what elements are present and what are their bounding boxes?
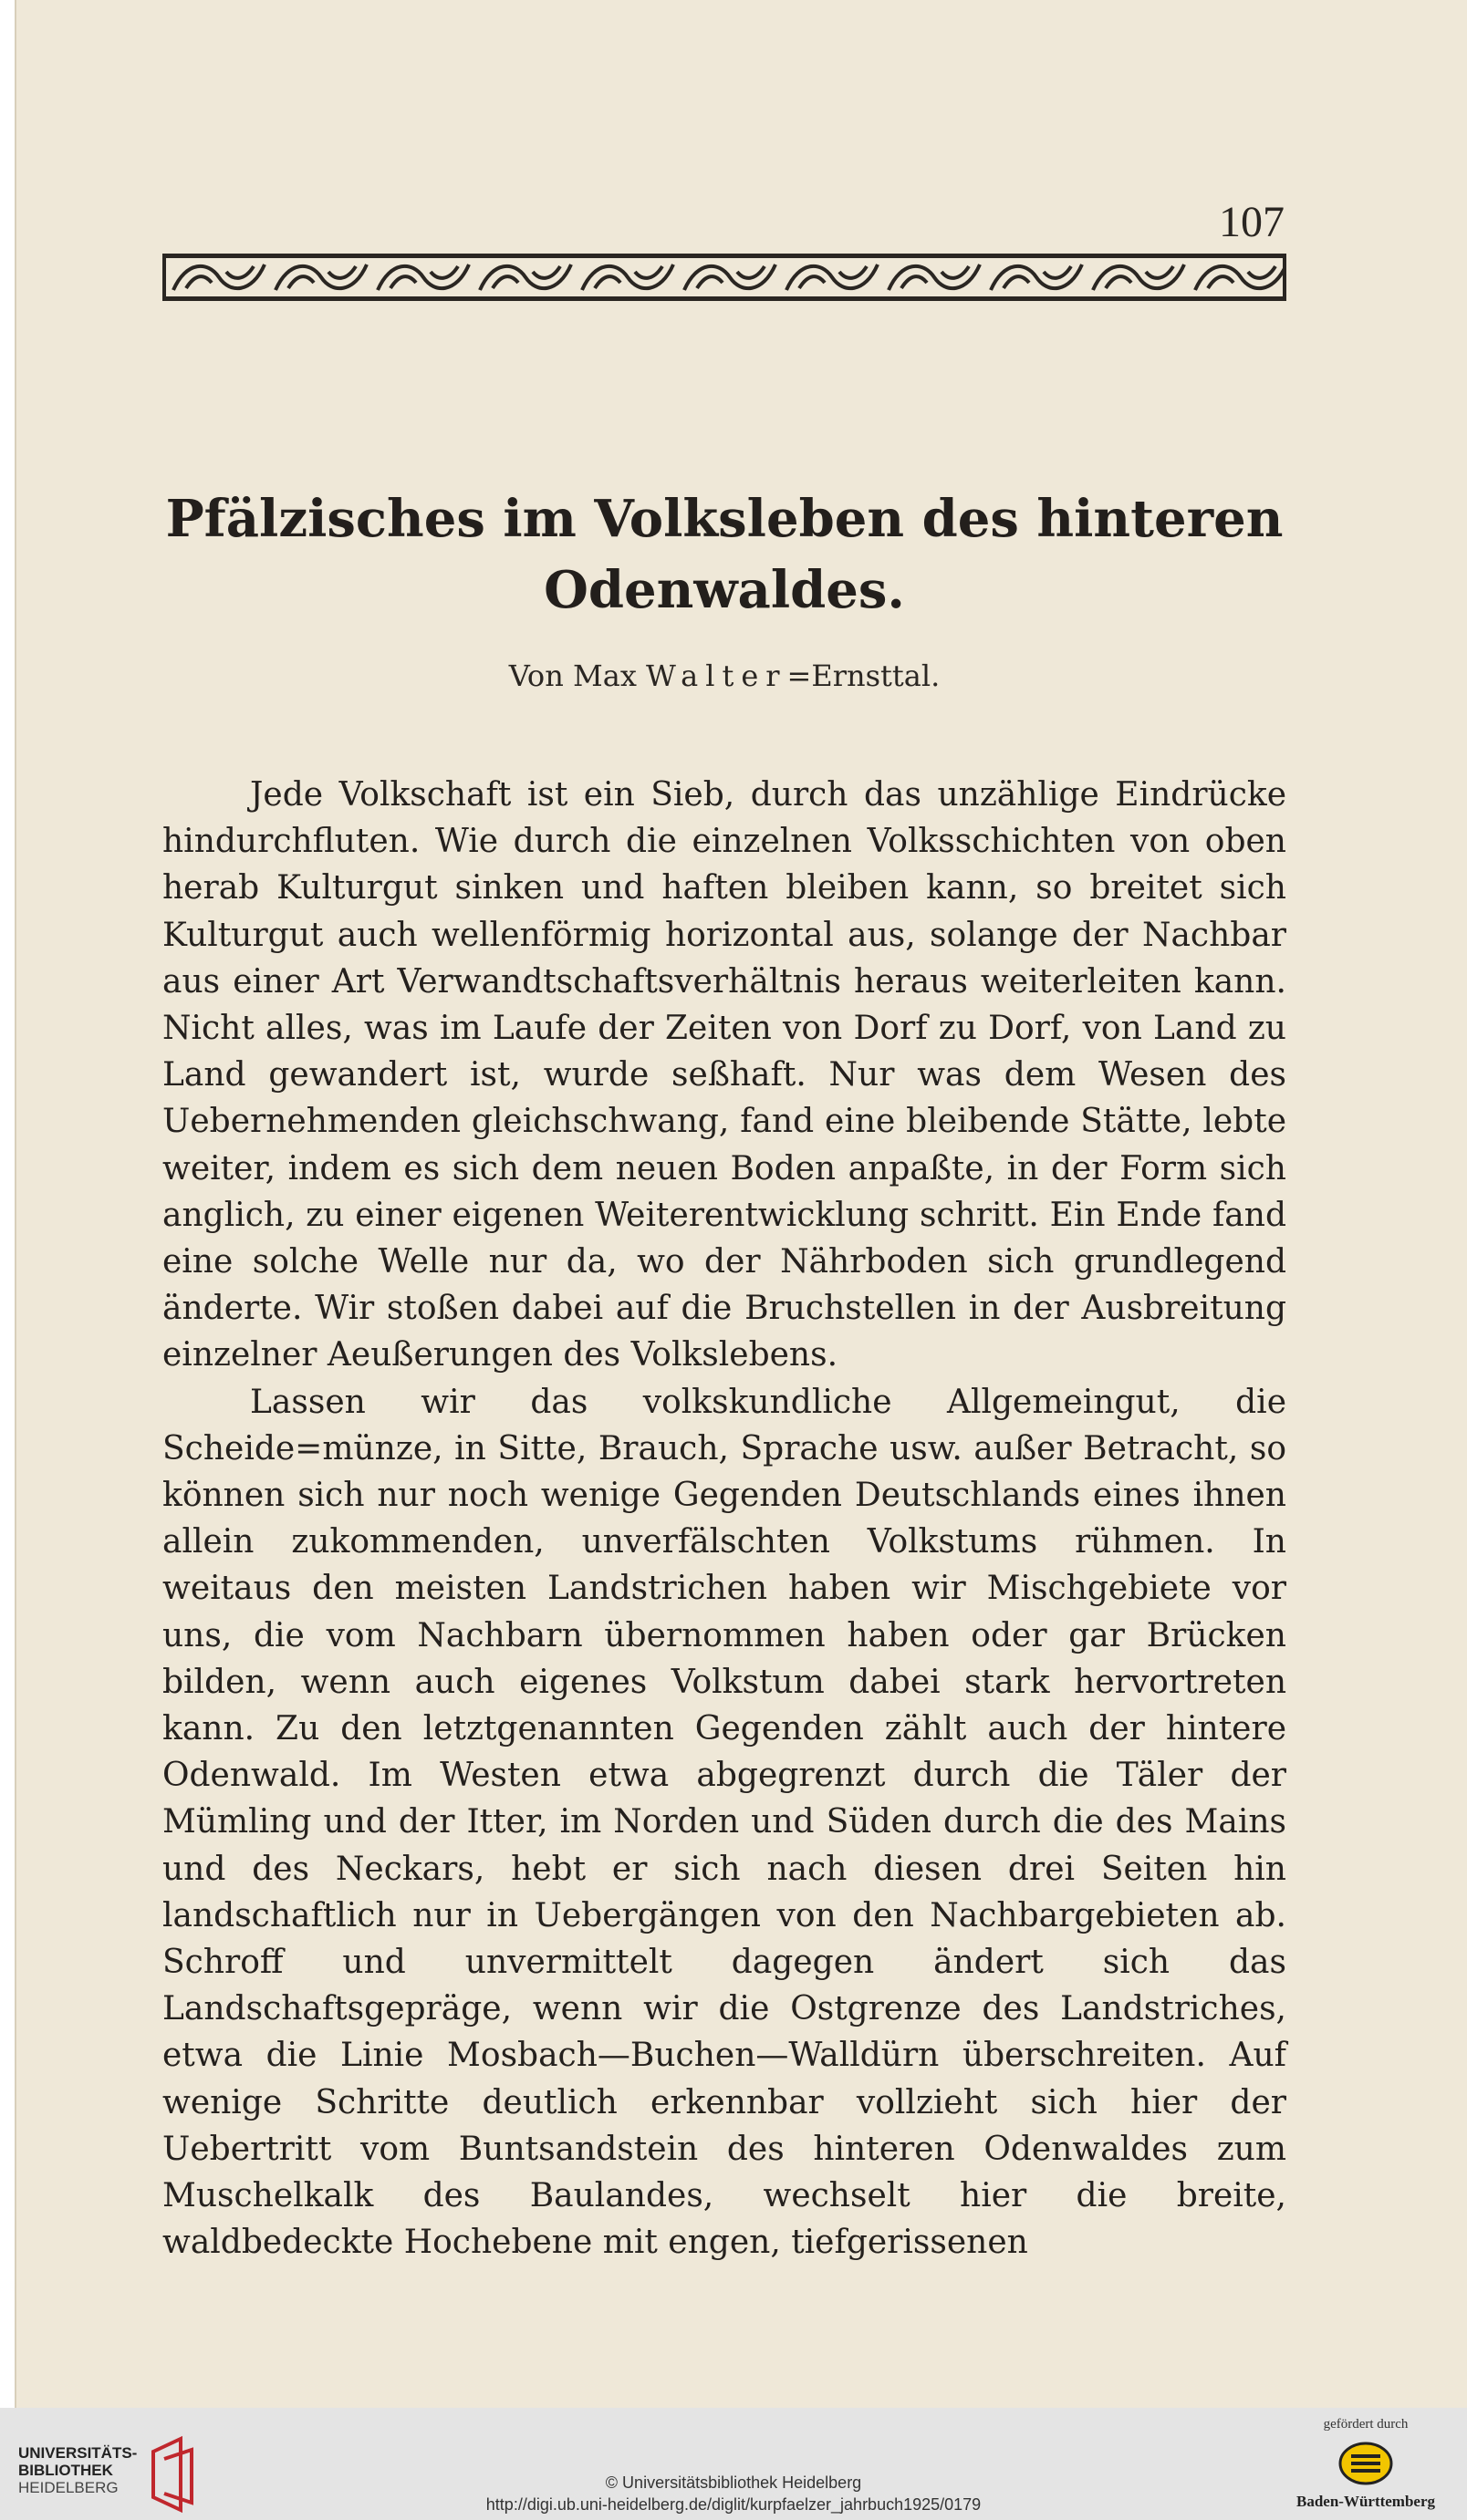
byline-prefix: Von Max — [508, 659, 637, 693]
paragraph: Jede Volkschaft ist ein Sieb, durch das unzählige Eindrücke hindurchfluten. Wie durch die einzelnen Volksschichten von oben herab Kulturgut sinken und haften bleiben kann, so breitet sich Kulturgut auch wellenförmig horizontal aus, solange der Nachbar aus einer Art Verwandtschaftsverhältnis heraus weiterleiten kann. Nicht alles, was im Laufe der Zeiten von Dorf zu Dorf, von Land zu Land gewandert ist, wurde seßhaft. Nur was dem Wesen des Uebernehmenden gleichschwang, fand eine bleibende Stätte, lebte weiter, indem es sich dem neuen Boden anpaßte, in der Form sich anglich, zu einer eigenen Weiterentwicklung schritt. Ein Ende fand eine solche Welle nur da, wo der Nährboden sich grundlegend änderte. Wir stoßen dabei auf die Bruchstellen in der Ausbreitung einzelner Aeußerungen des Volkslebens. — [162, 776, 1286, 1374]
sponsor-label: gefördert durch — [1323, 2417, 1409, 2432]
sponsor-block — [1279, 2417, 1452, 2511]
scanned-page — [15, 0, 1467, 2408]
library-logo-line-2: BIBLIOTHEK — [18, 2462, 113, 2479]
byline-author: Walter — [646, 659, 787, 693]
copyright-text: © Universitätsbibliothek Heidelberg — [605, 2473, 862, 2492]
article-body — [162, 772, 1286, 2266]
footer-bar — [0, 2408, 1467, 2520]
author-byline — [162, 659, 1286, 693]
article-title — [162, 483, 1286, 626]
byline-suffix: =Ernsttal. — [786, 659, 941, 693]
sponsor-name: Baden-Württemberg — [1295, 2493, 1436, 2510]
permalink-url[interactable]: http://digi.ub.uni-heidelberg.de/diglit/kurpfaelzer_jahrbuch1925/0179 — [485, 2495, 982, 2514]
copyright-notice — [0, 2472, 1467, 2515]
ornamental-border-band — [162, 254, 1286, 301]
state-seal-icon — [1337, 2440, 1395, 2487]
title-line-2: Odenwaldes. — [544, 560, 905, 620]
paragraph: Lassen wir das volkskundliche Allgemeingut, die Scheide=münze, in Sitte, Brauch, Sprache usw. außer Betracht, so können sich nur noch wenige Gegenden Deutschlands eines ihnen allein zukommenden, unverfälschten Volkstums rühmen. In weitaus den meisten Landstrichen haben wir Mischgebiete vor uns, die vom Nachbarn übernommen haben oder gar Brücken bilden, wenn auch eigenes Volkstum dabei stark hervortreten kann. Zu den letztgenannten Gegenden zählt auch der hintere Odenwald. Im Westen etwa abgegrenzt durch die Täler der Mümling und der Itter, im Norden und Süden durch die des Mains und des Neckars, hebt er sich nach diesen drei Seiten hin landschaftlich nur in Uebergängen von den Nachbargebieten ab. Schroff und unvermittelt dagegen ändert sich das Landschaftsgepräge, wenn wir die Ostgrenze des Landstriches, etwa die Linie Mosbach—Buchen—Walldürn überschreiten. Auf wenige Schritte deutlich erkennbar vollzieht sich hier der Uebertritt vom Buntsandstein des hinteren Odenwaldes zum Muschelkalk des Baulandes, wechselt hier die breite, waldbedeckte Hochebene mit engen, tiefgerissenen — [162, 1383, 1286, 2262]
page-number: 107 — [1219, 198, 1285, 246]
library-logo-line-1: UNIVERSITÄTS- — [18, 2444, 138, 2462]
library-logo-line-3: HEIDELBERG — [18, 2479, 119, 2496]
title-line-1: Pfälzisches im Volksleben des hinteren — [165, 489, 1284, 549]
